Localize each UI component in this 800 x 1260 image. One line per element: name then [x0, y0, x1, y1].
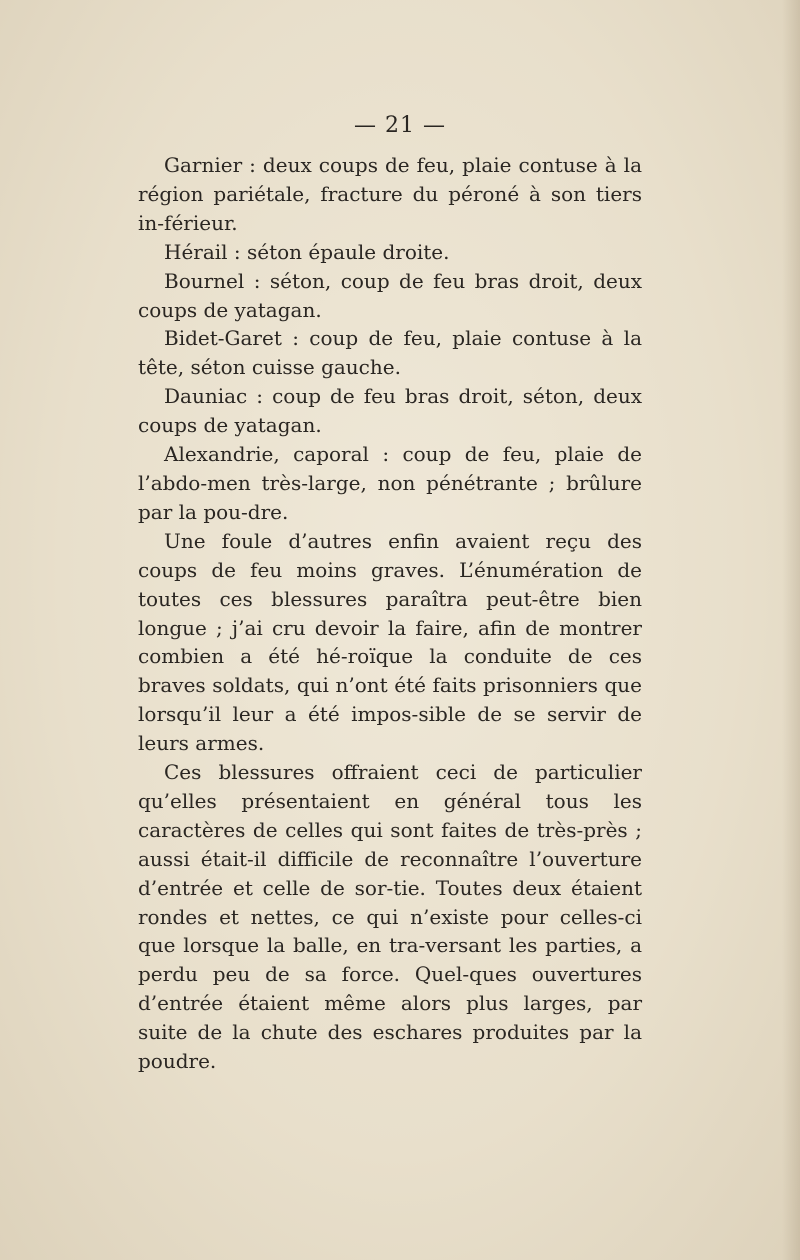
paragraph-dauniac: Dauniac : coup de feu bras droit, séton, deux coups de yatagan. [138, 384, 642, 438]
paragraph-bidet-garet: Bidet-Garet : coup de feu, plaie contuse à la tête, séton cuisse gauche. [138, 326, 642, 380]
paragraph-blessures: Ces blessures offraient ceci de particulier qu’elles présentaient en général tous les caractères de celles qui sont faites de très-près ; aussi était-il difficile de reconnaître l’ouverture d’entrée et celle de sor-tie. Toutes deux étaient rondes et nettes, ce qui n’existe pour celles-ci que lorsque la balle, en tra-versant les parties, a perdu peu de sa force. Quel-ques ouvertures d’entrée étaient même alors plus larges, par suite de la chute des eschares produites par la poudre. [138, 760, 642, 1074]
paragraph-bournel: Bournel : séton, coup de feu bras droit, deux coups de yatagan. [138, 268, 642, 322]
body-text [138, 151, 642, 1076]
paragraph-garnier: Garnier : deux coups de feu, plaie contuse à la région pariétale, fracture du péroné à son tiers in-férieur. [138, 153, 642, 235]
page-number: — 21 — [354, 113, 446, 138]
page-edge-shadow [782, 0, 800, 1260]
paragraph-alexandrie: Alexandrie, caporal : coup de feu, plaie de l’abdo-men très-large, non pénétrante ; brûlure par la pou-dre. [138, 442, 642, 524]
paragraph-herail: Hérail : séton épaule droite. [164, 239, 450, 264]
paragraph-foule: Une foule d’autres enfin avaient reçu des coups de feu moins graves. L’énumération de toutes ces blessures paraîtra peut-être bien longue ; j’ai cru devoir la faire, afin de montrer combien a été hé-roïque la conduite de ces braves soldats, qui n’ont été faits prisonniers que lorsqu’il leur a été impos-sible de se servir de leurs armes. [138, 528, 642, 756]
